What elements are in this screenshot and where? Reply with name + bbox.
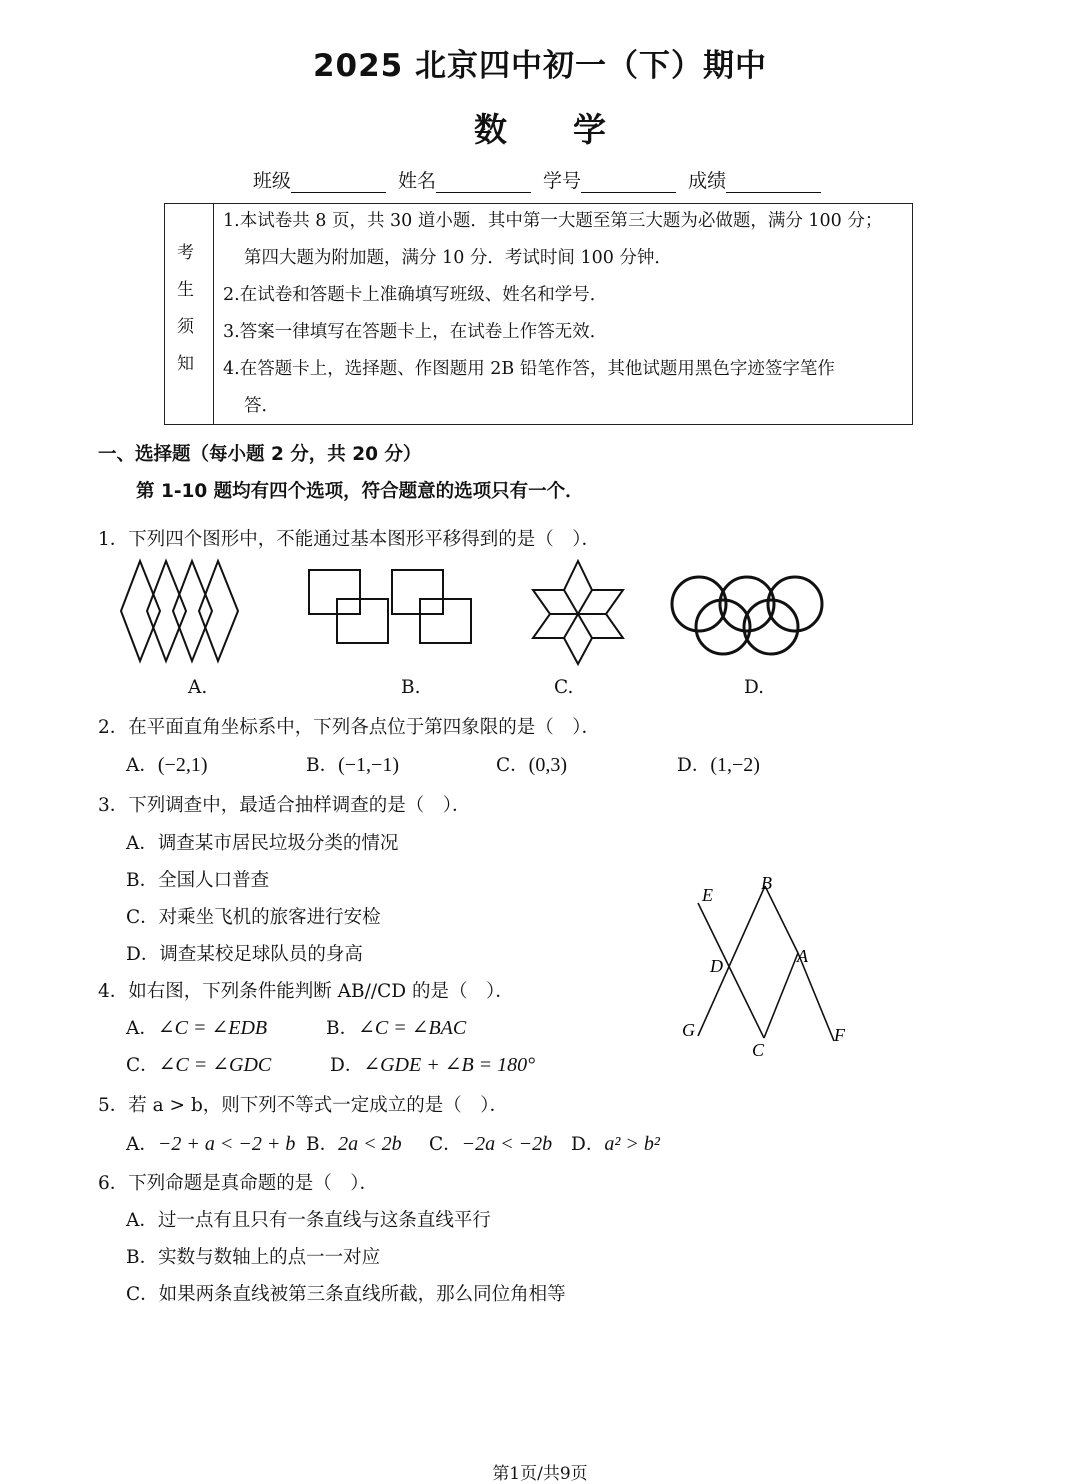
- notice-line: 4.在答题卡上，选择题、作图题用 2B 铅笔作答，其他试题用黑色字迹签字笔作: [223, 359, 835, 379]
- field-id-label: 学号: [543, 170, 582, 192]
- field-class-label: 班级: [252, 170, 291, 192]
- question-5-stem: 5．若 a > b，则下列不等式一定成立的是（ ）．: [98, 1095, 509, 1116]
- q2-option-d[interactable]: D．(1,−2): [677, 754, 760, 776]
- side-char: 考: [177, 243, 194, 263]
- point-label-c: C: [752, 1040, 765, 1060]
- exam-notice-box: [164, 203, 913, 425]
- q6-option-a[interactable]: A．过一点有且只有一条直线与这条直线平行: [126, 1210, 491, 1231]
- student-info-fields: [0, 166, 1080, 193]
- q3-option-b[interactable]: B．全国人口普查: [126, 870, 270, 891]
- point-label-f: F: [834, 1025, 845, 1045]
- q2-option-c[interactable]: C．(0,3): [496, 754, 567, 776]
- notice-line: 第四大题为附加题，满分 10 分．考试时间 100 分钟．: [244, 248, 672, 268]
- q3-option-c[interactable]: C．对乘坐飞机的旅客进行安检: [126, 907, 381, 928]
- notice-line: 1.本试卷共 8 页，共 30 道小题．其中第一大题至第三大题为必做题，满分 100 分；: [223, 211, 883, 231]
- q5-option-d[interactable]: D．a² > b²: [571, 1133, 660, 1155]
- question-2-stem: 2．在平面直角坐标系中，下列各点位于第四象限的是（ ）．: [98, 717, 601, 738]
- q6-option-b[interactable]: B．实数与数轴上的点一一对应: [126, 1247, 381, 1268]
- notice-line: 2.在试卷和答题卡上准确填写班级、姓名和学号．: [223, 285, 608, 305]
- q1-label-a[interactable]: A.: [188, 677, 208, 698]
- notice-line: 答．: [244, 396, 279, 416]
- q4-option-d[interactable]: D．∠GDE + ∠B = 180°: [330, 1054, 536, 1076]
- exam-title: 2025 北京四中初一（下）期中: [312, 48, 768, 84]
- q1-label-d[interactable]: D.: [744, 677, 765, 698]
- question-4-stem: 4．如右图，下列条件能判断 AB//CD 的是（ ）．: [98, 981, 514, 1002]
- section-instruction: 第 1-10 题均有四个选项，符合题意的选项只有一个．: [136, 481, 584, 502]
- q5-option-a[interactable]: A．−2 + a < −2 + b: [126, 1133, 296, 1155]
- q1-figure-d-rings: [664, 570, 828, 662]
- notice-line: 3.答案一律填写在答题卡上，在试卷上作答无效．: [223, 322, 608, 342]
- page-footer: 第1页/共9页: [492, 1464, 588, 1484]
- q3-option-d[interactable]: D．调查某校足球队员的身高: [126, 944, 363, 965]
- field-name-label: 姓名: [397, 170, 436, 192]
- q1-figure-a-diamonds: [118, 556, 248, 666]
- field-id-blank[interactable]: [581, 174, 676, 193]
- q6-option-c[interactable]: C．如果两条直线被第三条直线所截，那么同位角相等: [126, 1284, 566, 1305]
- point-label-e: E: [702, 885, 713, 905]
- q1-label-c[interactable]: C.: [554, 677, 574, 698]
- question-1-stem: 1．下列四个图形中，不能通过基本图形平移得到的是（ ）．: [98, 529, 601, 550]
- side-char: 须: [177, 317, 194, 337]
- point-label-d: D: [710, 956, 723, 976]
- section-heading: 一、选择题（每小题 2 分，共 20 分）: [98, 444, 422, 465]
- notice-side-label: [165, 204, 214, 424]
- field-score-label: 成绩: [688, 170, 727, 192]
- q1-label-b[interactable]: B.: [401, 677, 421, 698]
- q5-option-b[interactable]: B．2a < 2b: [306, 1133, 402, 1155]
- q4-geometry-figure: [672, 868, 862, 1068]
- question-3-stem: 3．下列调查中，最适合抽样调查的是（ ）．: [98, 795, 471, 816]
- q2-option-b[interactable]: B．(−1,−1): [306, 754, 399, 776]
- side-char: 生: [177, 280, 194, 300]
- field-class-blank[interactable]: [291, 174, 386, 193]
- q3-option-a[interactable]: A．调查某市居民垃圾分类的情况: [126, 833, 399, 854]
- point-label-g: G: [682, 1020, 695, 1040]
- point-label-a: A: [797, 946, 808, 966]
- point-label-b: B: [761, 873, 772, 893]
- subject-title: 数 学: [474, 110, 606, 149]
- q4-option-c[interactable]: C．∠C = ∠GDC: [126, 1054, 272, 1076]
- q1-figure-c-star: [524, 556, 632, 670]
- question-6-stem: 6．下列命题是真命题的是（ ）．: [98, 1173, 379, 1194]
- q2-option-a[interactable]: A．(−2,1): [126, 754, 208, 776]
- q1-figure-b-squares: [304, 566, 476, 648]
- side-char: 知: [177, 354, 194, 374]
- q4-option-a[interactable]: A．∠C = ∠EDB: [126, 1017, 268, 1039]
- q4-option-b[interactable]: B．∠C = ∠BAC: [326, 1017, 467, 1039]
- q5-option-c[interactable]: C．−2a < −2b: [429, 1133, 553, 1155]
- field-name-blank[interactable]: [436, 174, 531, 193]
- field-score-blank[interactable]: [726, 174, 821, 193]
